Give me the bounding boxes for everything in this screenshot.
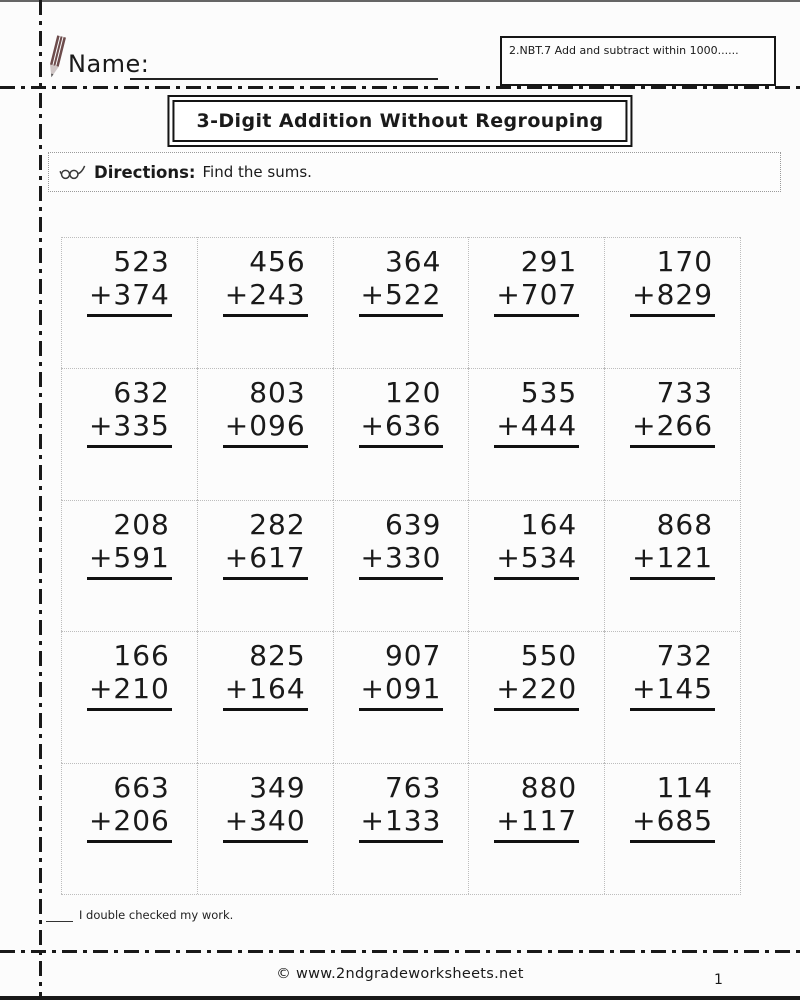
addition-problem bbox=[87, 771, 172, 843]
problem-cell bbox=[333, 500, 469, 631]
addition-problem bbox=[87, 508, 172, 580]
addend-bottom: +133 bbox=[359, 804, 444, 843]
addition-problem bbox=[630, 771, 715, 843]
page-top-edge bbox=[0, 0, 800, 2]
addition-problem bbox=[494, 508, 579, 580]
problem-cell bbox=[333, 237, 469, 368]
addend-top: 733 bbox=[656, 376, 714, 410]
addend-top: 291 bbox=[520, 245, 578, 278]
problem-cell bbox=[333, 368, 469, 499]
addend-bottom: +374 bbox=[87, 278, 172, 317]
page-title: 3-Digit Addition Without Regrouping bbox=[172, 100, 627, 142]
addition-problem bbox=[494, 376, 579, 448]
addend-top: 523 bbox=[113, 245, 170, 278]
addend-bottom: +096 bbox=[223, 409, 308, 448]
addition-problem bbox=[223, 639, 308, 711]
addend-top: 535 bbox=[520, 376, 578, 410]
problem-cell bbox=[197, 237, 333, 368]
problem-cell bbox=[197, 631, 333, 762]
addend-bottom: +522 bbox=[359, 278, 444, 317]
problem-cell bbox=[604, 631, 740, 762]
directions-box bbox=[48, 152, 781, 192]
addition-problem bbox=[359, 376, 444, 448]
addend-top: 868 bbox=[656, 507, 714, 541]
addend-bottom: +444 bbox=[494, 409, 579, 448]
page-number: 1 bbox=[714, 972, 723, 988]
addend-top: 164 bbox=[520, 507, 578, 541]
addend-top: 639 bbox=[384, 507, 442, 541]
addend-top: 763 bbox=[384, 770, 442, 804]
addend-bottom: +829 bbox=[630, 278, 715, 317]
addend-bottom: +591 bbox=[87, 541, 172, 580]
addend-top: 732 bbox=[656, 639, 714, 673]
addition-problem bbox=[494, 771, 579, 843]
addition-problem bbox=[87, 376, 172, 448]
problem-cell bbox=[468, 631, 604, 762]
addend-bottom: +340 bbox=[223, 804, 308, 843]
addend-top: 907 bbox=[384, 639, 442, 673]
addition-problem bbox=[630, 508, 715, 580]
addend-bottom: +145 bbox=[630, 672, 715, 711]
problem-cell bbox=[197, 500, 333, 631]
addend-top: 364 bbox=[384, 245, 442, 278]
addition-problem bbox=[630, 245, 715, 317]
problem-cell bbox=[61, 237, 197, 368]
addition-problem bbox=[359, 771, 444, 843]
problem-cell bbox=[61, 631, 197, 762]
copyright-text: © www.2ndgradeworksheets.net bbox=[276, 966, 524, 982]
addend-bottom: +534 bbox=[494, 541, 579, 580]
standard-reference-box: 2.NBT.7 Add and subtract within 1000...... bbox=[500, 36, 776, 86]
header-fold-line bbox=[0, 86, 800, 89]
page-bottom-edge bbox=[0, 996, 800, 1000]
addition-problem bbox=[87, 245, 172, 317]
addend-top: 208 bbox=[113, 507, 170, 541]
problems-grid bbox=[61, 237, 741, 895]
addend-bottom: +206 bbox=[87, 804, 172, 843]
addition-problem bbox=[359, 639, 444, 711]
addend-bottom: +685 bbox=[630, 804, 715, 843]
name-writing-line bbox=[130, 48, 438, 80]
check-blank-line bbox=[46, 910, 73, 922]
check-text: I double checked my work. bbox=[79, 908, 234, 922]
footer-fold-line bbox=[0, 950, 800, 953]
addend-top: 632 bbox=[113, 376, 170, 410]
addend-bottom: +266 bbox=[630, 409, 715, 448]
name-label: Name: bbox=[68, 50, 150, 78]
problem-cell bbox=[468, 237, 604, 368]
addend-top: 170 bbox=[656, 245, 714, 278]
problem-cell bbox=[468, 500, 604, 631]
problem-cell bbox=[61, 763, 197, 894]
addition-problem bbox=[223, 245, 308, 317]
addend-top: 282 bbox=[249, 507, 306, 541]
addend-top: 825 bbox=[249, 639, 306, 673]
addition-problem bbox=[223, 771, 308, 843]
addend-bottom: +707 bbox=[494, 278, 579, 317]
addend-bottom: +636 bbox=[359, 409, 444, 448]
left-fold-line bbox=[39, 0, 42, 1000]
addend-bottom: +117 bbox=[494, 804, 579, 843]
addition-problem bbox=[87, 639, 172, 711]
addend-bottom: +164 bbox=[223, 672, 308, 711]
addend-top: 456 bbox=[249, 245, 306, 278]
addend-top: 803 bbox=[249, 376, 306, 410]
directions-label: Directions: bbox=[94, 162, 196, 182]
addend-top: 550 bbox=[520, 639, 578, 673]
problem-cell bbox=[61, 500, 197, 631]
problem-cell bbox=[61, 368, 197, 499]
addend-bottom: +121 bbox=[630, 541, 715, 580]
directions-text: Find the sums. bbox=[202, 163, 312, 181]
problem-cell bbox=[197, 763, 333, 894]
problem-cell bbox=[197, 368, 333, 499]
addition-problem bbox=[359, 245, 444, 317]
problem-cell bbox=[604, 500, 740, 631]
addition-problem bbox=[223, 376, 308, 448]
title-box bbox=[167, 95, 632, 147]
addend-bottom: +091 bbox=[359, 672, 444, 711]
addend-top: 114 bbox=[656, 770, 714, 804]
problem-cell bbox=[333, 631, 469, 762]
problem-cell bbox=[468, 763, 604, 894]
addend-bottom: +220 bbox=[494, 672, 579, 711]
addend-bottom: +330 bbox=[359, 541, 444, 580]
problem-cell bbox=[604, 763, 740, 894]
addend-top: 349 bbox=[249, 770, 306, 804]
addend-bottom: +243 bbox=[223, 278, 308, 317]
problem-cell bbox=[468, 368, 604, 499]
addend-top: 663 bbox=[113, 770, 170, 804]
addend-top: 166 bbox=[113, 639, 170, 673]
addition-problem bbox=[630, 639, 715, 711]
problem-cell bbox=[604, 368, 740, 499]
addend-bottom: +335 bbox=[87, 409, 172, 448]
addition-problem bbox=[494, 639, 579, 711]
addend-bottom: +210 bbox=[87, 672, 172, 711]
addition-problem bbox=[494, 245, 579, 317]
self-check-row bbox=[46, 908, 233, 922]
addend-top: 880 bbox=[520, 770, 578, 804]
addition-problem bbox=[359, 508, 444, 580]
pencil-icon bbox=[44, 33, 70, 81]
glasses-icon bbox=[59, 163, 87, 181]
addition-problem bbox=[223, 508, 308, 580]
addition-problem bbox=[630, 376, 715, 448]
addend-bottom: +617 bbox=[223, 541, 308, 580]
addend-top: 120 bbox=[384, 376, 442, 410]
problem-cell bbox=[333, 763, 469, 894]
problem-cell bbox=[604, 237, 740, 368]
